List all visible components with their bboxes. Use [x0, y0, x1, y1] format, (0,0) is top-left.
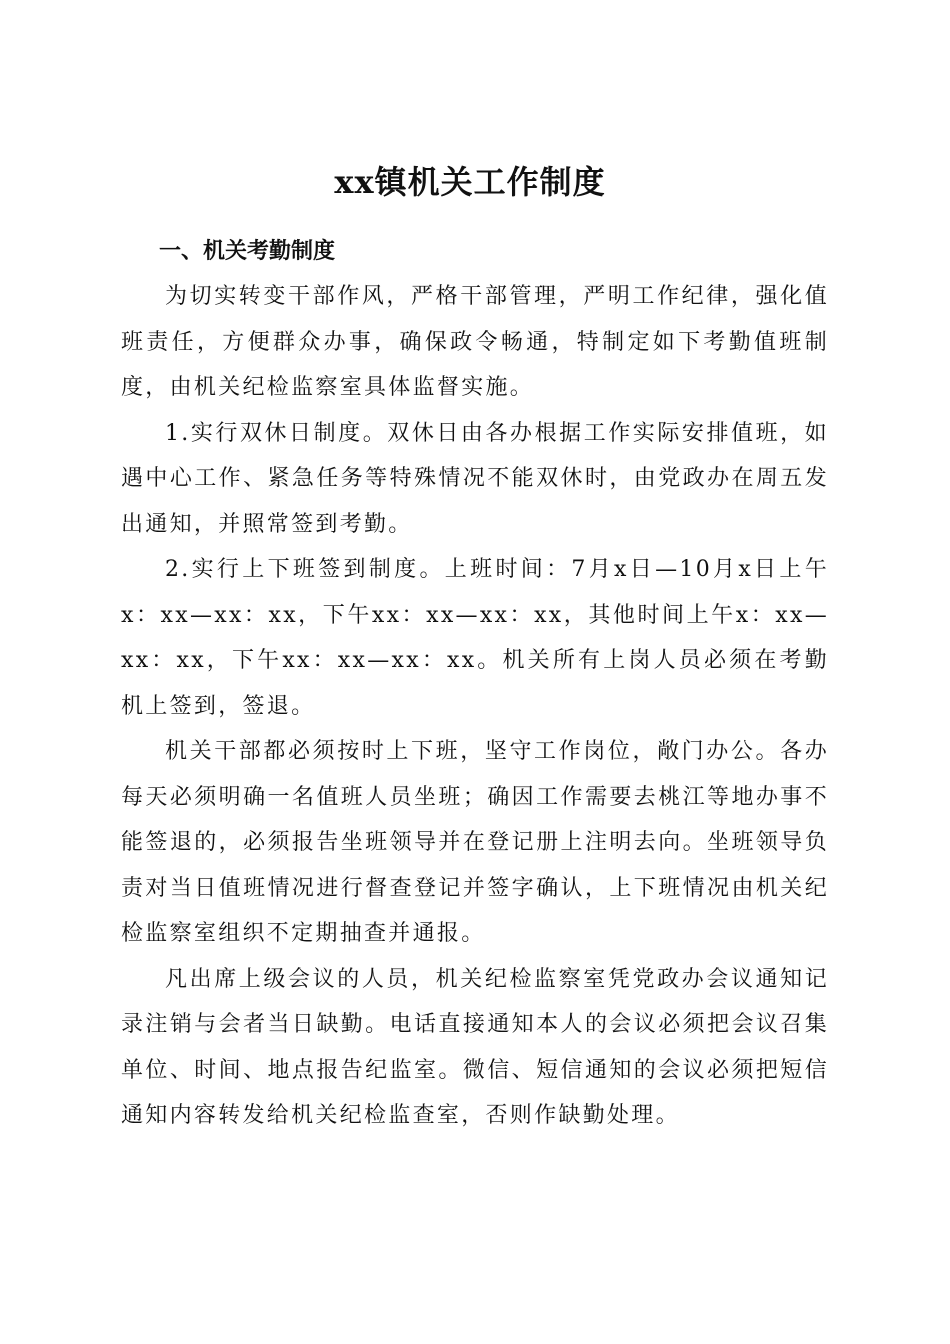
paragraph-rule-2: 2.实行上下班签到制度。上班时间：7月x日—10月x日上午x：xx—xx：xx，下午xx：xx—xx：xx，其他时间上午x：xx—xx：xx，下午xx：xx—xx：xx。机关所有上岗人员必须在考勤机上签到，签退。 [121, 557, 829, 719]
paragraph-rule-1: 1.实行双休日制度。双休日由各办根据工作实际安排值班，如遇中心工作、紧急任务等特殊情况不能双休时，由党政办在周五发出通知，并照常签到考勤。 [121, 420, 829, 537]
document-title: xx镇机关工作制度 [334, 163, 606, 202]
paragraph-intro: 为切实转变干部作风，严格干部管理，严明工作纪律，强化值班责任，方便群众办事，确保政令畅通，特制定如下考勤值班制度，由机关纪检监察室具体监督实施。 [121, 284, 829, 400]
paragraph-meetings: 凡出席上级会议的人员，机关纪检监察室凭党政办会议通知记录注销与会者当日缺勤。电话直接通知本人的会议必须把会议召集单位、时间、地点报告纪监室。微信、短信通知的会议必须把短信通知内容转发给机关纪检监查室，否则作缺勤处理。 [121, 966, 829, 1128]
paragraph-duty: 机关干部都必须按时上下班，坚守工作岗位，敞门办公。各办每天必须明确一名值班人员坐班；确因工作需要去桃江等地办事不能签退的，必须报告坐班领导并在登记册上注明去向。坐班领导负责对当日值班情况进行督查登记并签字确认，上下班情况由机关纪检监察室组织不定期抽查并通报。 [121, 739, 829, 946]
section-heading: 一、机关考勤制度 [159, 239, 336, 264]
document-body [121, 229, 829, 1139]
